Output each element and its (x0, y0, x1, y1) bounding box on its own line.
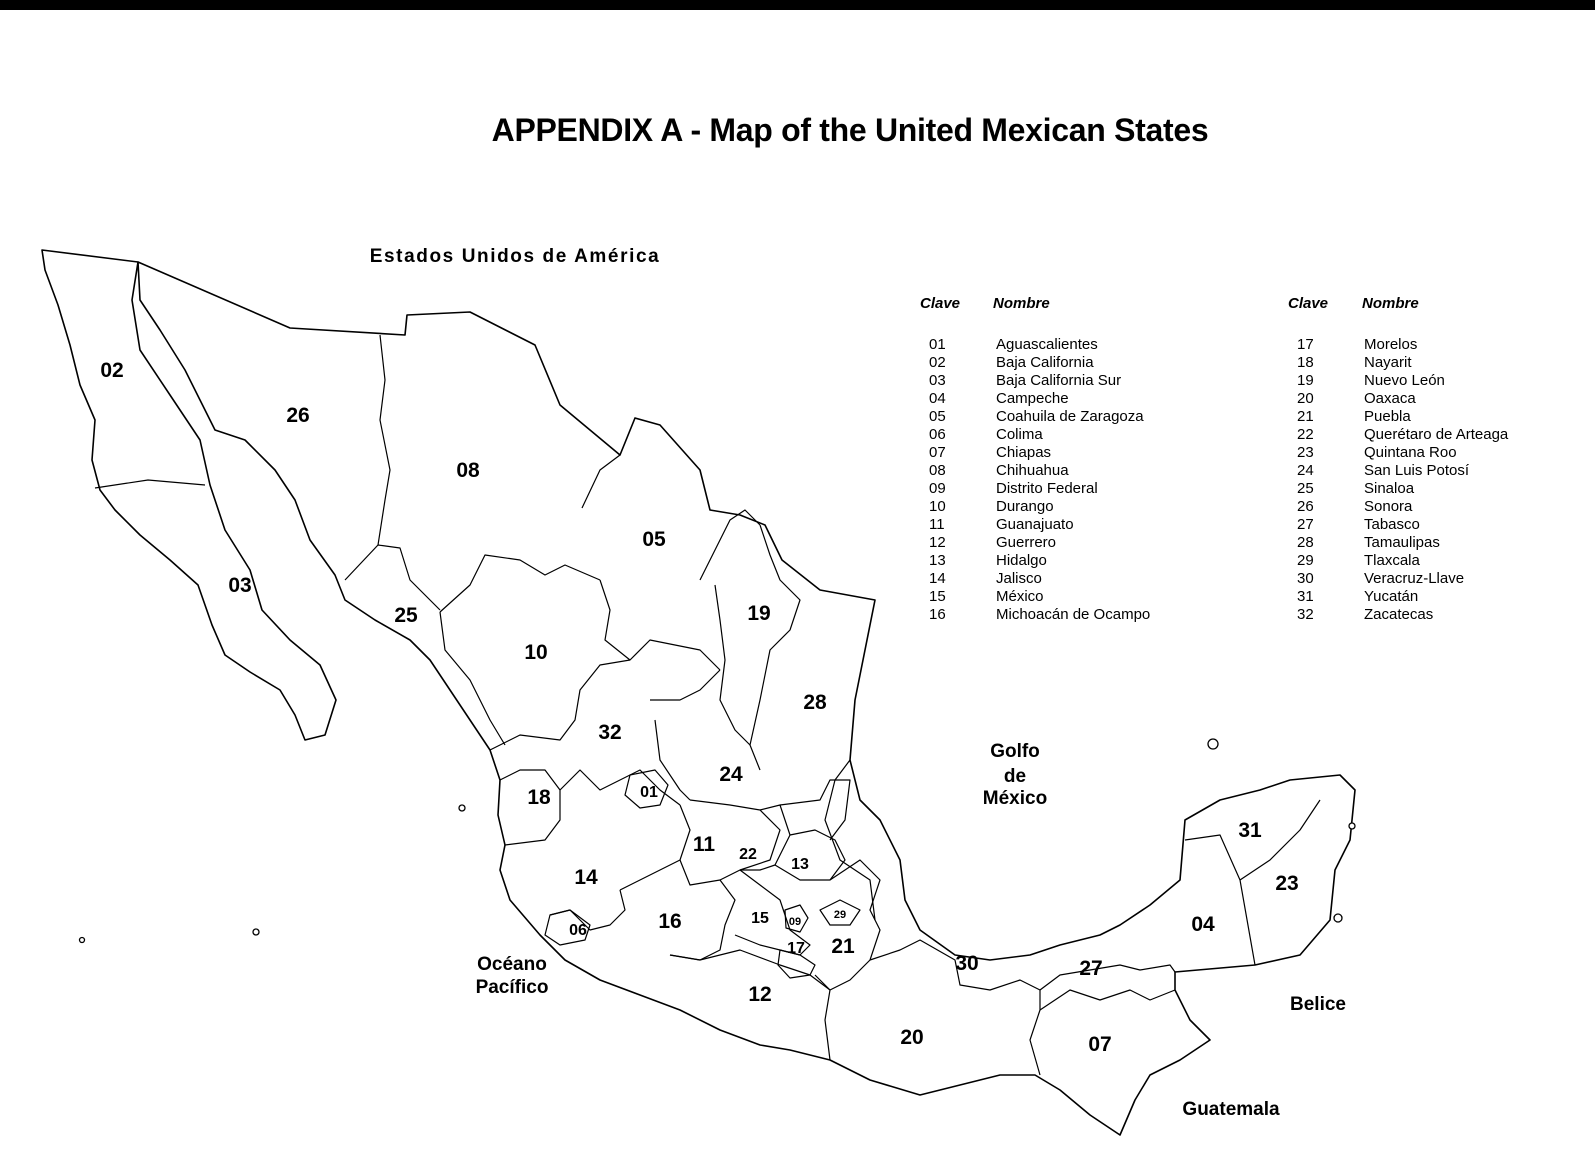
legend-name: Baja California (996, 354, 1094, 371)
legend-name: Chihuahua (996, 462, 1069, 479)
legend-code: 26 (1297, 498, 1314, 515)
legend-name: Veracruz-Llave (1364, 570, 1465, 587)
legend-name: Aguascalientes (996, 336, 1098, 353)
legend-right (1286, 295, 1576, 625)
state-label-05: 05 (642, 528, 666, 551)
state-label-08: 08 (456, 459, 480, 482)
state-label-13: 13 (791, 856, 809, 873)
legend-code: 25 (1297, 480, 1314, 497)
label-usa: Estados Unidos de América (369, 246, 661, 267)
legend-nombre-header: Nombre (993, 295, 1050, 312)
legend-left-names (996, 336, 1150, 624)
legend-name: Chiapas (996, 444, 1052, 461)
legend-code: 01 (929, 336, 946, 353)
state-label-03: 03 (228, 574, 252, 597)
legend-code: 22 (1297, 426, 1314, 443)
legend-code: 08 (929, 462, 946, 479)
state-label-27: 27 (1079, 957, 1103, 980)
legend-code: 23 (1297, 444, 1314, 461)
legend-code: 13 (929, 552, 946, 569)
state-label-25: 25 (394, 604, 418, 627)
label-gulf-line3: México (982, 788, 1048, 809)
legend-right-names (1364, 336, 1508, 624)
legend-name: Sonora (1364, 498, 1413, 515)
legend-code: 30 (1297, 570, 1314, 587)
state-label-20: 20 (900, 1026, 924, 1049)
legend-code: 19 (1297, 372, 1314, 389)
state-label-23: 23 (1275, 872, 1299, 895)
state-label-17: 17 (787, 940, 805, 957)
legend-code: 14 (929, 570, 946, 587)
state-label-01: 01 (640, 784, 658, 801)
island (1208, 739, 1218, 749)
legend-code: 15 (929, 588, 946, 605)
legend-code: 09 (929, 480, 946, 497)
state-label-32: 32 (598, 721, 622, 744)
legend-name: México (996, 588, 1044, 605)
state-label-02: 02 (100, 359, 124, 382)
state-label-07: 07 (1088, 1033, 1112, 1056)
legend-code: 32 (1297, 606, 1314, 623)
state-label-30: 30 (955, 952, 979, 975)
island (253, 929, 259, 935)
state-label-10: 10 (524, 641, 548, 664)
legend-name: Tlaxcala (1364, 552, 1420, 569)
legend-code: 31 (1297, 588, 1314, 605)
legend-name: Colima (996, 426, 1043, 443)
state-label-28: 28 (803, 691, 827, 714)
legend-clave-header: Clave (1288, 295, 1329, 312)
state-label-24: 24 (719, 763, 743, 786)
legend-code: 17 (1297, 336, 1314, 353)
legend-clave-header: Clave (920, 295, 961, 312)
state-label-04: 04 (1191, 913, 1215, 936)
legend-nombre-header: Nombre (1362, 295, 1419, 312)
legend-name: Puebla (1364, 408, 1411, 425)
legend-name: Oaxaca (1364, 390, 1416, 407)
island (1349, 823, 1355, 829)
state-label-29: 29 (833, 909, 847, 921)
state-label-22: 22 (739, 846, 757, 863)
legend-name: Distrito Federal (996, 480, 1098, 497)
legend-code: 18 (1297, 354, 1314, 371)
legend-code: 24 (1297, 462, 1314, 479)
state-label-14: 14 (574, 866, 598, 889)
legend-name: Campeche (996, 390, 1069, 407)
label-pacific-line2: Pacífico (475, 977, 549, 998)
state-label-16: 16 (658, 910, 682, 933)
island (80, 938, 85, 943)
legend-code: 02 (929, 354, 946, 371)
island (1334, 914, 1342, 922)
legend-name: Nuevo León (1364, 372, 1445, 389)
legend-name: Hidalgo (996, 552, 1047, 569)
legend-code: 27 (1297, 516, 1314, 533)
island (459, 805, 465, 811)
legend-name: Jalisco (996, 570, 1042, 587)
state-label-09: 09 (788, 916, 802, 928)
legend-name: Coahuila de Zaragoza (996, 408, 1144, 425)
legend-name: Durango (996, 498, 1054, 515)
state-label-15: 15 (751, 910, 769, 927)
legend-name: Michoacán de Ocampo (996, 606, 1151, 623)
legend-code: 16 (929, 606, 946, 623)
legend-name: San Luis Potosí (1364, 462, 1470, 479)
legend-name: Nayarit (1364, 354, 1412, 371)
state-label-19: 19 (747, 602, 771, 625)
legend-code: 07 (929, 444, 946, 461)
legend-code: 10 (929, 498, 946, 515)
legend-left (918, 295, 1278, 625)
state-label-12: 12 (748, 983, 772, 1006)
legend-name: Querétaro de Arteaga (1364, 426, 1509, 443)
legend-code: 21 (1297, 408, 1314, 425)
state-label-31: 31 (1238, 819, 1262, 842)
label-gulf-line1: Golfo (990, 741, 1040, 762)
legend-name: Guanajuato (996, 516, 1074, 533)
state-label-06: 06 (569, 922, 587, 939)
label-guatemala: Guatemala (1182, 1099, 1280, 1120)
legend-code: 05 (929, 408, 946, 425)
state-label-18: 18 (527, 786, 551, 809)
legend-name: Baja California Sur (996, 372, 1122, 389)
legend-left-codes (929, 336, 946, 624)
legend-name: Yucatán (1364, 588, 1419, 605)
legend-name: Tabasco (1364, 516, 1420, 533)
label-belize: Belice (1290, 994, 1346, 1015)
state-label-26: 26 (286, 404, 310, 427)
legend-code: 28 (1297, 534, 1314, 551)
state-label-21: 21 (831, 935, 855, 958)
legend-right-codes (1297, 336, 1314, 624)
legend-code: 29 (1297, 552, 1314, 569)
legend-name: Zacatecas (1364, 606, 1434, 623)
state-label-11: 11 (692, 833, 716, 856)
label-pacific-line1: Océano (477, 954, 547, 975)
legend-name: Morelos (1364, 336, 1418, 353)
page-title: APPENDIX A - Map of the United Mexican States (491, 112, 1209, 148)
legend-name: Tamaulipas (1364, 534, 1440, 551)
legend-name: Quintana Roo (1364, 444, 1457, 461)
label-gulf-line2: de (1003, 766, 1027, 787)
legend-code: 06 (929, 426, 946, 443)
legend-code: 20 (1297, 390, 1314, 407)
legend-code: 11 (929, 516, 945, 533)
legend-name: Guerrero (996, 534, 1057, 551)
legend-code: 04 (929, 390, 946, 407)
legend-name: Sinaloa (1364, 480, 1415, 497)
legend-code: 03 (929, 372, 946, 389)
legend-code: 12 (929, 534, 946, 551)
